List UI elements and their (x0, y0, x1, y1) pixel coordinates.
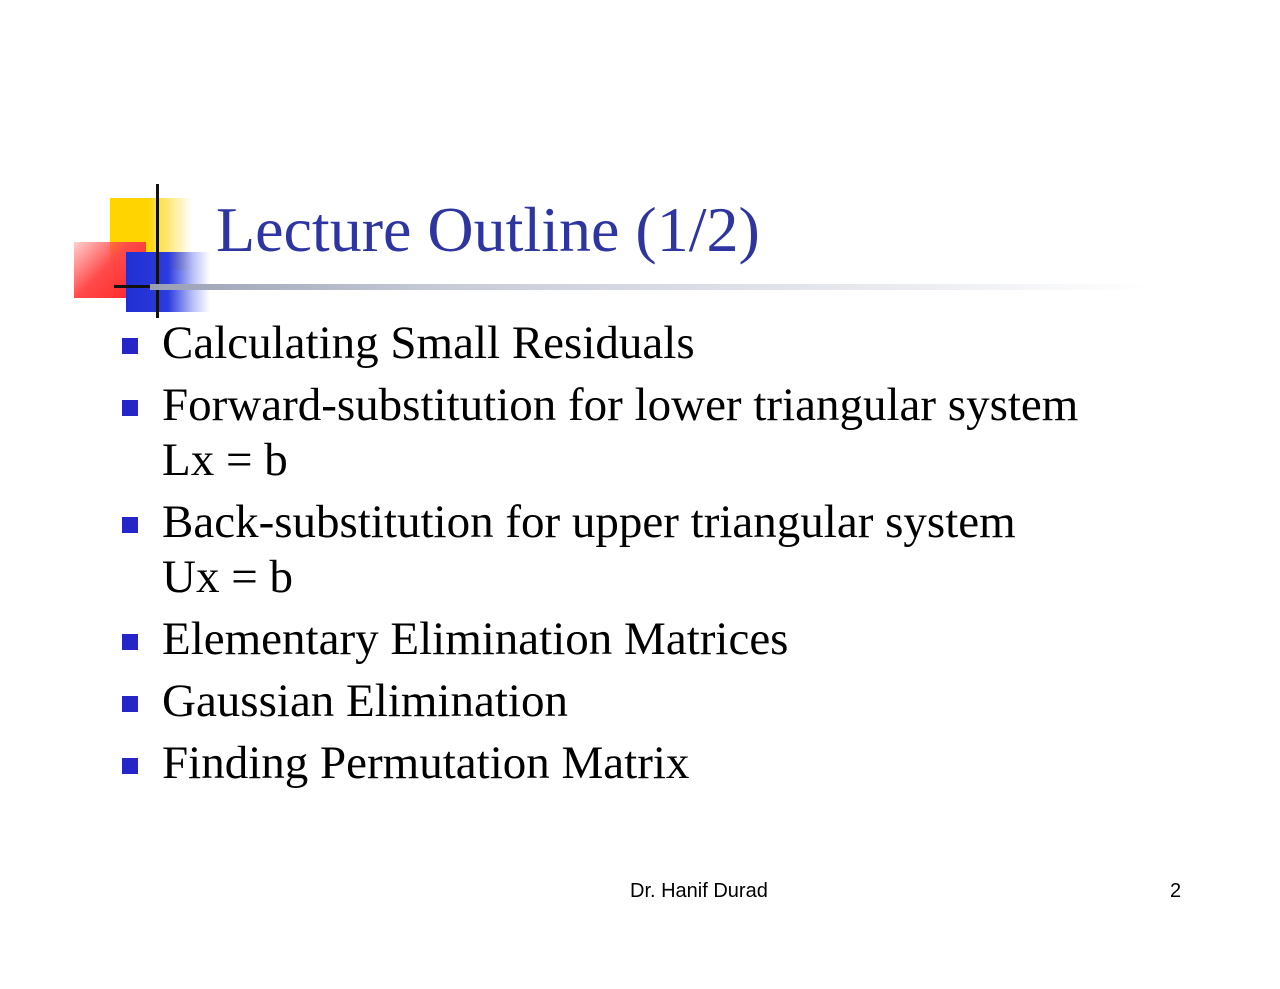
square-bullet-icon (122, 696, 138, 712)
square-bullet-icon (122, 338, 138, 354)
page-number: 2 (1170, 880, 1182, 902)
square-bullet-icon (122, 634, 138, 650)
footer-author: Dr. Hanif Durad (630, 880, 768, 902)
bullet-text: Forward-substitution for lower triangular system (162, 379, 1079, 431)
bullet-item (118, 378, 1218, 488)
vertical-line-shape (156, 184, 159, 318)
square-bullet-icon (122, 758, 138, 774)
bullet-text: Calculating Small Residuals (162, 317, 695, 369)
bullet-item (118, 674, 1218, 729)
bullet-list (118, 316, 1218, 798)
square-bullet-icon (122, 517, 138, 533)
bullet-text-continuation: Ux = b (162, 551, 293, 603)
title-underline-rule (150, 284, 1150, 290)
bullet-item (118, 316, 1218, 371)
bullet-text: Back-substitution for upper triangular system (162, 496, 1016, 548)
bullet-item (118, 736, 1218, 791)
bullet-text: Gaussian Elimination (162, 675, 568, 727)
square-bullet-icon (122, 400, 138, 416)
bullet-item (118, 612, 1218, 667)
bullet-text: Finding Permutation Matrix (162, 737, 690, 789)
slide-title: Lecture Outline (1/2) (216, 194, 760, 265)
bullet-text-continuation: Lx = b (162, 434, 288, 486)
bullet-item (118, 495, 1218, 605)
slide-logo-decoration (70, 180, 220, 320)
bullet-text: Elementary Elimination Matrices (162, 613, 789, 665)
blue-square-shape (126, 252, 210, 312)
